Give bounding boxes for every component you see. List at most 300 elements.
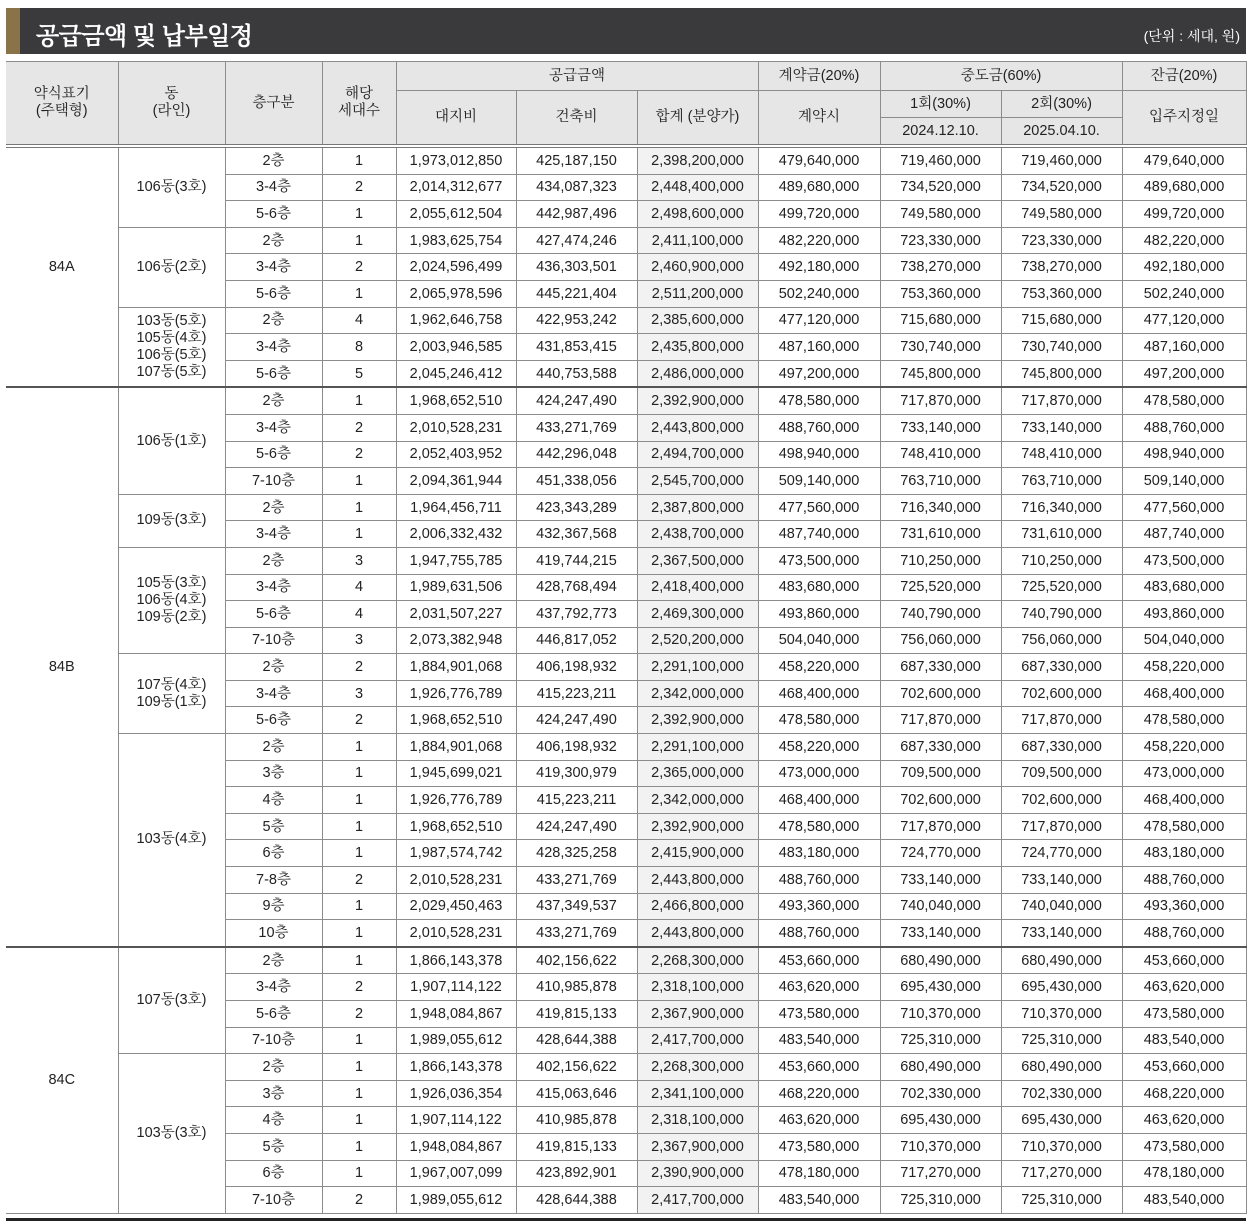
cell-construction: 437,792,773 <box>516 601 637 628</box>
cell-deposit: 487,160,000 <box>758 334 880 361</box>
cell-floor: 5층 <box>225 813 322 840</box>
cell-units: 3 <box>322 627 396 654</box>
cell-interim1: 717,870,000 <box>880 813 1001 840</box>
cell-balance: 468,400,000 <box>1122 680 1246 707</box>
cell-floor: 2층 <box>225 494 322 521</box>
title-bar <box>6 8 1246 54</box>
header-land: 대지비 <box>396 91 516 147</box>
cell-deposit: 488,760,000 <box>758 920 880 947</box>
header-units: 해당 세대수 <box>322 62 396 147</box>
cell-construction: 415,223,211 <box>516 787 637 814</box>
cell-interim1: 745,800,000 <box>880 360 1001 387</box>
cell-deposit: 497,200,000 <box>758 360 880 387</box>
cell-floor: 5-6층 <box>225 441 322 468</box>
cell-interim1: 702,600,000 <box>880 680 1001 707</box>
table-row <box>6 947 1246 974</box>
cell-units: 4 <box>322 574 396 601</box>
cell-total: 2,417,700,000 <box>637 1187 758 1214</box>
cell-total: 2,268,300,000 <box>637 947 758 974</box>
cell-interim2: 710,370,000 <box>1001 1133 1122 1160</box>
building-label: 106동(3호) <box>136 178 207 195</box>
cell-construction: 406,198,932 <box>516 734 637 761</box>
table-row <box>6 654 1246 681</box>
cell-interim2: 724,770,000 <box>1001 840 1122 867</box>
table-row <box>6 146 1246 174</box>
cell-construction: 425,187,150 <box>516 146 637 174</box>
cell-balance: 458,220,000 <box>1122 654 1246 681</box>
cell-floor: 2층 <box>225 547 322 574</box>
cell-deposit: 504,040,000 <box>758 627 880 654</box>
cell-total: 2,268,300,000 <box>637 1054 758 1081</box>
cell-land: 1,968,652,510 <box>396 387 516 414</box>
supply-price-table <box>6 61 1247 1214</box>
cell-units: 1 <box>322 734 396 761</box>
cell-interim2: 734,520,000 <box>1001 174 1122 201</box>
unit-note: (단위 : 세대, 원) <box>1143 28 1240 44</box>
cell-building <box>118 1054 225 1214</box>
cell-interim2: 716,340,000 <box>1001 494 1122 521</box>
cell-interim1: 716,340,000 <box>880 494 1001 521</box>
building-label: 109동(2호) <box>136 609 207 626</box>
title-accent-bar <box>6 8 20 54</box>
building-label: 103동(4호) <box>136 831 207 848</box>
table-row <box>6 1054 1246 1081</box>
cell-units: 1 <box>322 201 396 228</box>
cell-floor: 2층 <box>225 654 322 681</box>
cell-units: 1 <box>322 1160 396 1187</box>
cell-floor: 3층 <box>225 760 322 787</box>
cell-total: 2,494,700,000 <box>637 441 758 468</box>
cell-land: 1,962,646,758 <box>396 307 516 334</box>
header-interim: 중도금(60%) <box>880 62 1122 91</box>
cell-total: 2,398,200,000 <box>637 146 758 174</box>
cell-interim2: 687,330,000 <box>1001 734 1122 761</box>
cell-deposit: 478,580,000 <box>758 387 880 414</box>
cell-interim2: 725,310,000 <box>1001 1027 1122 1054</box>
cell-floor: 2층 <box>225 146 322 174</box>
cell-construction: 419,815,133 <box>516 1001 637 1028</box>
cell-construction: 419,815,133 <box>516 1133 637 1160</box>
cell-total: 2,415,900,000 <box>637 840 758 867</box>
cell-land: 1,983,625,754 <box>396 227 516 254</box>
cell-deposit: 458,220,000 <box>758 654 880 681</box>
cell-land: 1,947,755,785 <box>396 547 516 574</box>
cell-interim1: 725,310,000 <box>880 1027 1001 1054</box>
cell-balance: 468,400,000 <box>1122 787 1246 814</box>
cell-interim2: 680,490,000 <box>1001 947 1122 974</box>
cell-floor: 3-4층 <box>225 254 322 281</box>
cell-interim2: 725,310,000 <box>1001 1187 1122 1214</box>
cell-units: 8 <box>322 334 396 361</box>
cell-total: 2,318,100,000 <box>637 974 758 1001</box>
cell-deposit: 468,400,000 <box>758 787 880 814</box>
cell-interim2: 710,370,000 <box>1001 1001 1122 1028</box>
cell-total: 2,411,100,000 <box>637 227 758 254</box>
cell-total: 2,392,900,000 <box>637 707 758 734</box>
cell-interim2: 733,140,000 <box>1001 867 1122 894</box>
cell-interim2: 687,330,000 <box>1001 654 1122 681</box>
cell-land: 1,926,036,354 <box>396 1080 516 1107</box>
cell-land: 2,010,528,231 <box>396 414 516 441</box>
cell-floor: 6층 <box>225 1160 322 1187</box>
cell-balance: 478,580,000 <box>1122 813 1246 840</box>
cell-balance: 489,680,000 <box>1122 174 1246 201</box>
cell-floor: 7-10층 <box>225 1027 322 1054</box>
header-interim2: 2회(30%) <box>1001 91 1122 118</box>
building-label: 107동(3호) <box>136 992 207 1008</box>
cell-interim2: 717,270,000 <box>1001 1160 1122 1187</box>
cell-interim1: 695,430,000 <box>880 974 1001 1001</box>
cell-interim2: 748,410,000 <box>1001 441 1122 468</box>
cell-units: 1 <box>322 1080 396 1107</box>
cell-floor: 3-4층 <box>225 680 322 707</box>
cell-interim1: 734,520,000 <box>880 174 1001 201</box>
header-type: 약식표기 (주택형) <box>6 62 118 147</box>
cell-balance: 468,220,000 <box>1122 1080 1246 1107</box>
cell-total: 2,418,400,000 <box>637 574 758 601</box>
cell-interim1: 719,460,000 <box>880 146 1001 174</box>
cell-construction: 428,768,494 <box>516 574 637 601</box>
cell-construction: 440,753,588 <box>516 360 637 387</box>
cell-balance: 498,940,000 <box>1122 441 1246 468</box>
building-label: 107동(5호) <box>136 363 207 380</box>
cell-construction: 427,474,246 <box>516 227 637 254</box>
cell-units: 3 <box>322 680 396 707</box>
cell-floor: 3-4층 <box>225 334 322 361</box>
header-interim1-date: 2024.12.10. <box>880 118 1001 147</box>
cell-interim2: 725,520,000 <box>1001 574 1122 601</box>
cell-land: 1,987,574,742 <box>396 840 516 867</box>
cell-total: 2,469,300,000 <box>637 601 758 628</box>
table-row <box>6 307 1246 334</box>
cell-deposit: 498,940,000 <box>758 441 880 468</box>
cell-construction: 410,985,878 <box>516 1107 637 1134</box>
cell-land: 1,926,776,789 <box>396 787 516 814</box>
cell-land: 1,989,055,612 <box>396 1027 516 1054</box>
cell-balance: 502,240,000 <box>1122 280 1246 307</box>
cell-floor: 3층 <box>225 1080 322 1107</box>
cell-building <box>118 227 225 307</box>
cell-units: 2 <box>322 254 396 281</box>
cell-units: 2 <box>322 441 396 468</box>
cell-units: 5 <box>322 360 396 387</box>
cell-construction: 402,156,622 <box>516 947 637 974</box>
cell-construction: 424,247,490 <box>516 387 637 414</box>
header-supply: 공급금액 <box>396 62 758 91</box>
cell-construction: 424,247,490 <box>516 813 637 840</box>
cell-interim2: 717,870,000 <box>1001 813 1122 840</box>
building-label: 106동(5호) <box>136 346 207 363</box>
building-label: 106동(4호) <box>136 592 207 609</box>
cell-land: 1,945,699,021 <box>396 760 516 787</box>
cell-floor: 2층 <box>225 947 322 974</box>
cell-deposit: 473,580,000 <box>758 1133 880 1160</box>
cell-building <box>118 387 225 494</box>
cell-interim2: 731,610,000 <box>1001 521 1122 548</box>
cell-construction: 406,198,932 <box>516 654 637 681</box>
cell-floor: 3-4층 <box>225 414 322 441</box>
building-label: 103동(3호) <box>136 1124 207 1141</box>
cell-total: 2,486,000,000 <box>637 360 758 387</box>
cell-units: 1 <box>322 1107 396 1134</box>
header-interim2-date: 2025.04.10. <box>1001 118 1122 147</box>
table-header <box>6 62 1246 147</box>
cell-interim1: 730,740,000 <box>880 334 1001 361</box>
cell-total: 2,318,100,000 <box>637 1107 758 1134</box>
header-total: 합계 (분양가) <box>637 91 758 147</box>
cell-interim1: 733,140,000 <box>880 414 1001 441</box>
cell-land: 1,973,012,850 <box>396 146 516 174</box>
cell-interim1: 763,710,000 <box>880 468 1001 495</box>
cell-balance: 488,760,000 <box>1122 414 1246 441</box>
cell-total: 2,342,000,000 <box>637 680 758 707</box>
cell-units: 1 <box>322 813 396 840</box>
cell-units: 1 <box>322 387 396 414</box>
cell-total: 2,341,100,000 <box>637 1080 758 1107</box>
cell-units: 1 <box>322 1027 396 1054</box>
cell-balance: 483,680,000 <box>1122 574 1246 601</box>
cell-units: 3 <box>322 547 396 574</box>
table-bottom-border <box>6 1218 1246 1221</box>
cell-floor: 2층 <box>225 227 322 254</box>
cell-balance: 493,360,000 <box>1122 893 1246 920</box>
cell-total: 2,392,900,000 <box>637 813 758 840</box>
cell-floor: 5층 <box>225 1133 322 1160</box>
cell-interim2: 680,490,000 <box>1001 1054 1122 1081</box>
cell-floor: 5-6층 <box>225 360 322 387</box>
cell-construction: 422,953,242 <box>516 307 637 334</box>
cell-interim2: 738,270,000 <box>1001 254 1122 281</box>
cell-floor: 7-10층 <box>225 468 322 495</box>
cell-construction: 445,221,404 <box>516 280 637 307</box>
cell-interim2: 745,800,000 <box>1001 360 1122 387</box>
table-row <box>6 387 1246 414</box>
cell-balance: 487,740,000 <box>1122 521 1246 548</box>
cell-deposit: 493,360,000 <box>758 893 880 920</box>
cell-deposit: 453,660,000 <box>758 947 880 974</box>
cell-balance: 463,620,000 <box>1122 1107 1246 1134</box>
cell-units: 1 <box>322 494 396 521</box>
cell-total: 2,367,900,000 <box>637 1001 758 1028</box>
cell-units: 1 <box>322 468 396 495</box>
cell-units: 4 <box>322 307 396 334</box>
cell-interim2: 719,460,000 <box>1001 146 1122 174</box>
cell-building <box>118 734 225 947</box>
cell-total: 2,438,700,000 <box>637 521 758 548</box>
header-balance: 잔금(20%) <box>1122 62 1246 91</box>
cell-land: 2,052,403,952 <box>396 441 516 468</box>
cell-floor: 7-8층 <box>225 867 322 894</box>
cell-building <box>118 654 225 734</box>
cell-type: 84C <box>6 947 118 1213</box>
cell-land: 2,029,450,463 <box>396 893 516 920</box>
cell-interim1: 749,580,000 <box>880 201 1001 228</box>
building-label: 105동(4호) <box>136 329 207 346</box>
cell-balance: 499,720,000 <box>1122 201 1246 228</box>
cell-interim2: 702,330,000 <box>1001 1080 1122 1107</box>
cell-land: 2,065,978,596 <box>396 280 516 307</box>
cell-floor: 2층 <box>225 307 322 334</box>
cell-type: 84A <box>6 146 118 387</box>
cell-floor: 7-10층 <box>225 1187 322 1214</box>
building-label: 109동(3호) <box>136 512 207 529</box>
cell-construction: 436,303,501 <box>516 254 637 281</box>
cell-interim2: 723,330,000 <box>1001 227 1122 254</box>
building-label: 109동(1호) <box>136 693 207 710</box>
cell-balance: 458,220,000 <box>1122 734 1246 761</box>
cell-balance: 473,580,000 <box>1122 1133 1246 1160</box>
cell-floor: 3-4층 <box>225 174 322 201</box>
cell-interim1: 748,410,000 <box>880 441 1001 468</box>
cell-total: 2,443,800,000 <box>637 867 758 894</box>
cell-floor: 7-10층 <box>225 627 322 654</box>
cell-units: 1 <box>322 1133 396 1160</box>
cell-total: 2,365,000,000 <box>637 760 758 787</box>
cell-total: 2,435,800,000 <box>637 334 758 361</box>
cell-land: 1,884,901,068 <box>396 734 516 761</box>
cell-land: 2,014,312,677 <box>396 174 516 201</box>
cell-total: 2,291,100,000 <box>637 734 758 761</box>
cell-deposit: 492,180,000 <box>758 254 880 281</box>
cell-construction: 432,367,568 <box>516 521 637 548</box>
cell-deposit: 482,220,000 <box>758 227 880 254</box>
cell-construction: 433,271,769 <box>516 920 637 947</box>
cell-deposit: 483,680,000 <box>758 574 880 601</box>
cell-units: 1 <box>322 227 396 254</box>
cell-land: 2,073,382,948 <box>396 627 516 654</box>
cell-total: 2,367,900,000 <box>637 1133 758 1160</box>
cell-interim1: 710,250,000 <box>880 547 1001 574</box>
cell-balance: 487,160,000 <box>1122 334 1246 361</box>
cell-building <box>118 947 225 1054</box>
building-label: 106동(1호) <box>136 432 207 449</box>
cell-floor: 10층 <box>225 920 322 947</box>
building-label: 103동(5호) <box>136 312 207 329</box>
cell-interim2: 730,740,000 <box>1001 334 1122 361</box>
cell-total: 2,460,900,000 <box>637 254 758 281</box>
table-row <box>6 547 1246 574</box>
cell-deposit: 502,240,000 <box>758 280 880 307</box>
cell-interim1: 687,330,000 <box>880 654 1001 681</box>
cell-construction: 419,300,979 <box>516 760 637 787</box>
cell-deposit: 468,220,000 <box>758 1080 880 1107</box>
cell-floor: 6층 <box>225 840 322 867</box>
cell-land: 2,024,596,499 <box>396 254 516 281</box>
cell-interim1: 733,140,000 <box>880 920 1001 947</box>
page-title: 공급금액 및 납부일정 <box>36 23 253 50</box>
cell-units: 1 <box>322 893 396 920</box>
cell-land: 1,866,143,378 <box>396 1054 516 1081</box>
cell-floor: 2층 <box>225 734 322 761</box>
cell-total: 2,291,100,000 <box>637 654 758 681</box>
cell-interim1: 695,430,000 <box>880 1107 1001 1134</box>
cell-units: 1 <box>322 760 396 787</box>
cell-balance: 492,180,000 <box>1122 254 1246 281</box>
table-row <box>6 227 1246 254</box>
cell-balance: 463,620,000 <box>1122 974 1246 1001</box>
header-deposit: 계약금(20%) <box>758 62 880 91</box>
cell-deposit: 473,000,000 <box>758 760 880 787</box>
cell-interim1: 687,330,000 <box>880 734 1001 761</box>
cell-total: 2,448,400,000 <box>637 174 758 201</box>
cell-deposit: 473,580,000 <box>758 1001 880 1028</box>
cell-deposit: 493,860,000 <box>758 601 880 628</box>
cell-balance: 473,580,000 <box>1122 1001 1246 1028</box>
cell-deposit: 487,740,000 <box>758 521 880 548</box>
cell-total: 2,385,600,000 <box>637 307 758 334</box>
cell-land: 2,010,528,231 <box>396 867 516 894</box>
cell-construction: 410,985,878 <box>516 974 637 1001</box>
cell-type: 84B <box>6 387 118 946</box>
cell-deposit: 488,760,000 <box>758 414 880 441</box>
cell-units: 2 <box>322 654 396 681</box>
header-floor: 층구분 <box>225 62 322 147</box>
cell-interim1: 717,870,000 <box>880 387 1001 414</box>
cell-land: 1,907,114,122 <box>396 1107 516 1134</box>
cell-balance: 493,860,000 <box>1122 601 1246 628</box>
cell-construction: 434,087,323 <box>516 174 637 201</box>
cell-balance: 477,560,000 <box>1122 494 1246 521</box>
cell-balance: 478,580,000 <box>1122 387 1246 414</box>
cell-balance: 453,660,000 <box>1122 1054 1246 1081</box>
cell-construction: 424,247,490 <box>516 707 637 734</box>
cell-land: 1,907,114,122 <box>396 974 516 1001</box>
cell-total: 2,443,800,000 <box>637 920 758 947</box>
cell-interim2: 740,040,000 <box>1001 893 1122 920</box>
cell-balance: 483,180,000 <box>1122 840 1246 867</box>
cell-total: 2,390,900,000 <box>637 1160 758 1187</box>
cell-interim1: 738,270,000 <box>880 254 1001 281</box>
cell-units: 2 <box>322 707 396 734</box>
cell-interim2: 710,250,000 <box>1001 547 1122 574</box>
header-deposit-when: 계약시 <box>758 91 880 147</box>
cell-units: 1 <box>322 521 396 548</box>
cell-balance: 497,200,000 <box>1122 360 1246 387</box>
cell-land: 2,031,507,227 <box>396 601 516 628</box>
cell-interim1: 733,140,000 <box>880 867 1001 894</box>
header-building: 동 (라인) <box>118 62 225 147</box>
cell-construction: 451,338,056 <box>516 468 637 495</box>
cell-total: 2,520,200,000 <box>637 627 758 654</box>
cell-floor: 5-6층 <box>225 707 322 734</box>
cell-interim2: 756,060,000 <box>1001 627 1122 654</box>
cell-units: 2 <box>322 174 396 201</box>
cell-interim1: 723,330,000 <box>880 227 1001 254</box>
cell-deposit: 509,140,000 <box>758 468 880 495</box>
cell-construction: 431,853,415 <box>516 334 637 361</box>
cell-land: 1,926,776,789 <box>396 680 516 707</box>
cell-floor: 2층 <box>225 1054 322 1081</box>
cell-units: 2 <box>322 1187 396 1214</box>
cell-interim1: 680,490,000 <box>880 947 1001 974</box>
cell-floor: 5-6층 <box>225 280 322 307</box>
cell-construction: 428,644,388 <box>516 1187 637 1214</box>
cell-total: 2,392,900,000 <box>637 387 758 414</box>
cell-total: 2,387,800,000 <box>637 494 758 521</box>
cell-interim2: 715,680,000 <box>1001 307 1122 334</box>
cell-deposit: 453,660,000 <box>758 1054 880 1081</box>
cell-floor: 5-6층 <box>225 601 322 628</box>
cell-land: 1,964,456,711 <box>396 494 516 521</box>
cell-units: 1 <box>322 280 396 307</box>
cell-interim2: 733,140,000 <box>1001 920 1122 947</box>
cell-total: 2,511,200,000 <box>637 280 758 307</box>
cell-land: 1,968,652,510 <box>396 813 516 840</box>
cell-total: 2,367,500,000 <box>637 547 758 574</box>
cell-land: 2,094,361,944 <box>396 468 516 495</box>
cell-interim1: 753,360,000 <box>880 280 1001 307</box>
cell-floor: 3-4층 <box>225 974 322 1001</box>
